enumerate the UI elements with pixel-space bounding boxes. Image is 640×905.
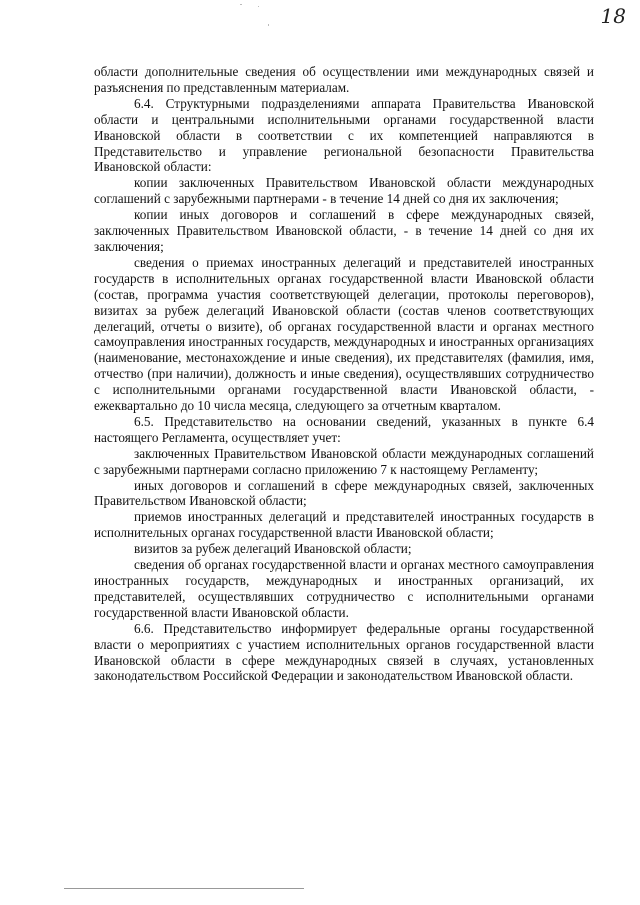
- paragraph: иных договоров и соглашений в сфере международных связей, заключенных Правительством Ивановской области;: [94, 477, 594, 509]
- scan-speck: [268, 24, 269, 26]
- paragraph: копии иных договоров и соглашений в сфере международных связей, заключенных Правительством Ивановской области, - в течение 14 дней со дня их заключения;: [94, 207, 594, 254]
- paragraph: визитов за рубеж делегаций Ивановской области;: [134, 541, 412, 557]
- paragraph-6-4: 6.4. Структурными подразделениями аппарата Правительства Ивановской области и центральными исполнительными органами государственной власти Ивановской области в соответствии с их компетенцией направляются в Представительство и управление региональной безопасности Правительства Ивановской области:: [94, 95, 594, 175]
- paragraph: копии заключенных Правительством Ивановской области международных соглашений с зарубежными партнерами - в течение 14 дней со дня их заключения;: [94, 175, 594, 207]
- scan-speck: [258, 6, 259, 7]
- document-body: [94, 64, 594, 684]
- scan-speck: [240, 4, 242, 5]
- paragraph: приемов иностранных делегаций и представителей иностранных государств в исполнительных органах государственной власти Ивановской области;: [94, 509, 594, 541]
- paragraph: сведения об органах государственной власти и органах местного самоуправления иностранных государств, международных и иностранных организаций, их представителей, осуществлявших сотрудничество с исполнительными органами государственной власти Ивановской области.: [94, 557, 594, 620]
- page-number: 18: [600, 4, 626, 28]
- paragraph: заключенных Правительством Ивановской области международных соглашений с зарубежными партнерами согласно приложению 7 к настоящему Регламенту;: [94, 445, 594, 477]
- scan-edge-line: [64, 888, 304, 889]
- paragraph: области дополнительные сведения об осуществлении ими международных связей и разъяснения по представленным материалам.: [94, 64, 594, 95]
- paragraph-6-6: 6.6. Представительство информирует федеральные органы государственной власти о мероприятиях с участием исполнительных органов государственной власти Ивановской области в сфере международных связей в случаях, установленных законодательством Российской Федерации и законодательством Ивановской области.: [94, 620, 594, 684]
- paragraph: сведения о приемах иностранных делегаций и представителей иностранных государств в исполнительных органах государственной власти Ивановской области (состав, программа участия соответствующей делегации, протоколы переговоров), визитах за рубеж делегаций Ивановской области (состав членов соответствующих делегаций, отчеты о визите), об органах государственной власти и органах местного самоуправления иностранных государств, международных и иностранных организациях (наименование, местонахождение и иные сведения), их представителях (фамилия, имя, отчество (при наличии), должность и иные сведения), осуществлявших сотрудничество с исполнительными органами государственной власти Ивановской области, - ежеквартально до 10 числа месяца, следующего за отчетным кварталом.: [94, 254, 594, 414]
- paragraph-6-5: 6.5. Представительство на основании сведений, указанных в пункте 6.4 настоящего Регламента, осуществляет учет:: [94, 413, 594, 445]
